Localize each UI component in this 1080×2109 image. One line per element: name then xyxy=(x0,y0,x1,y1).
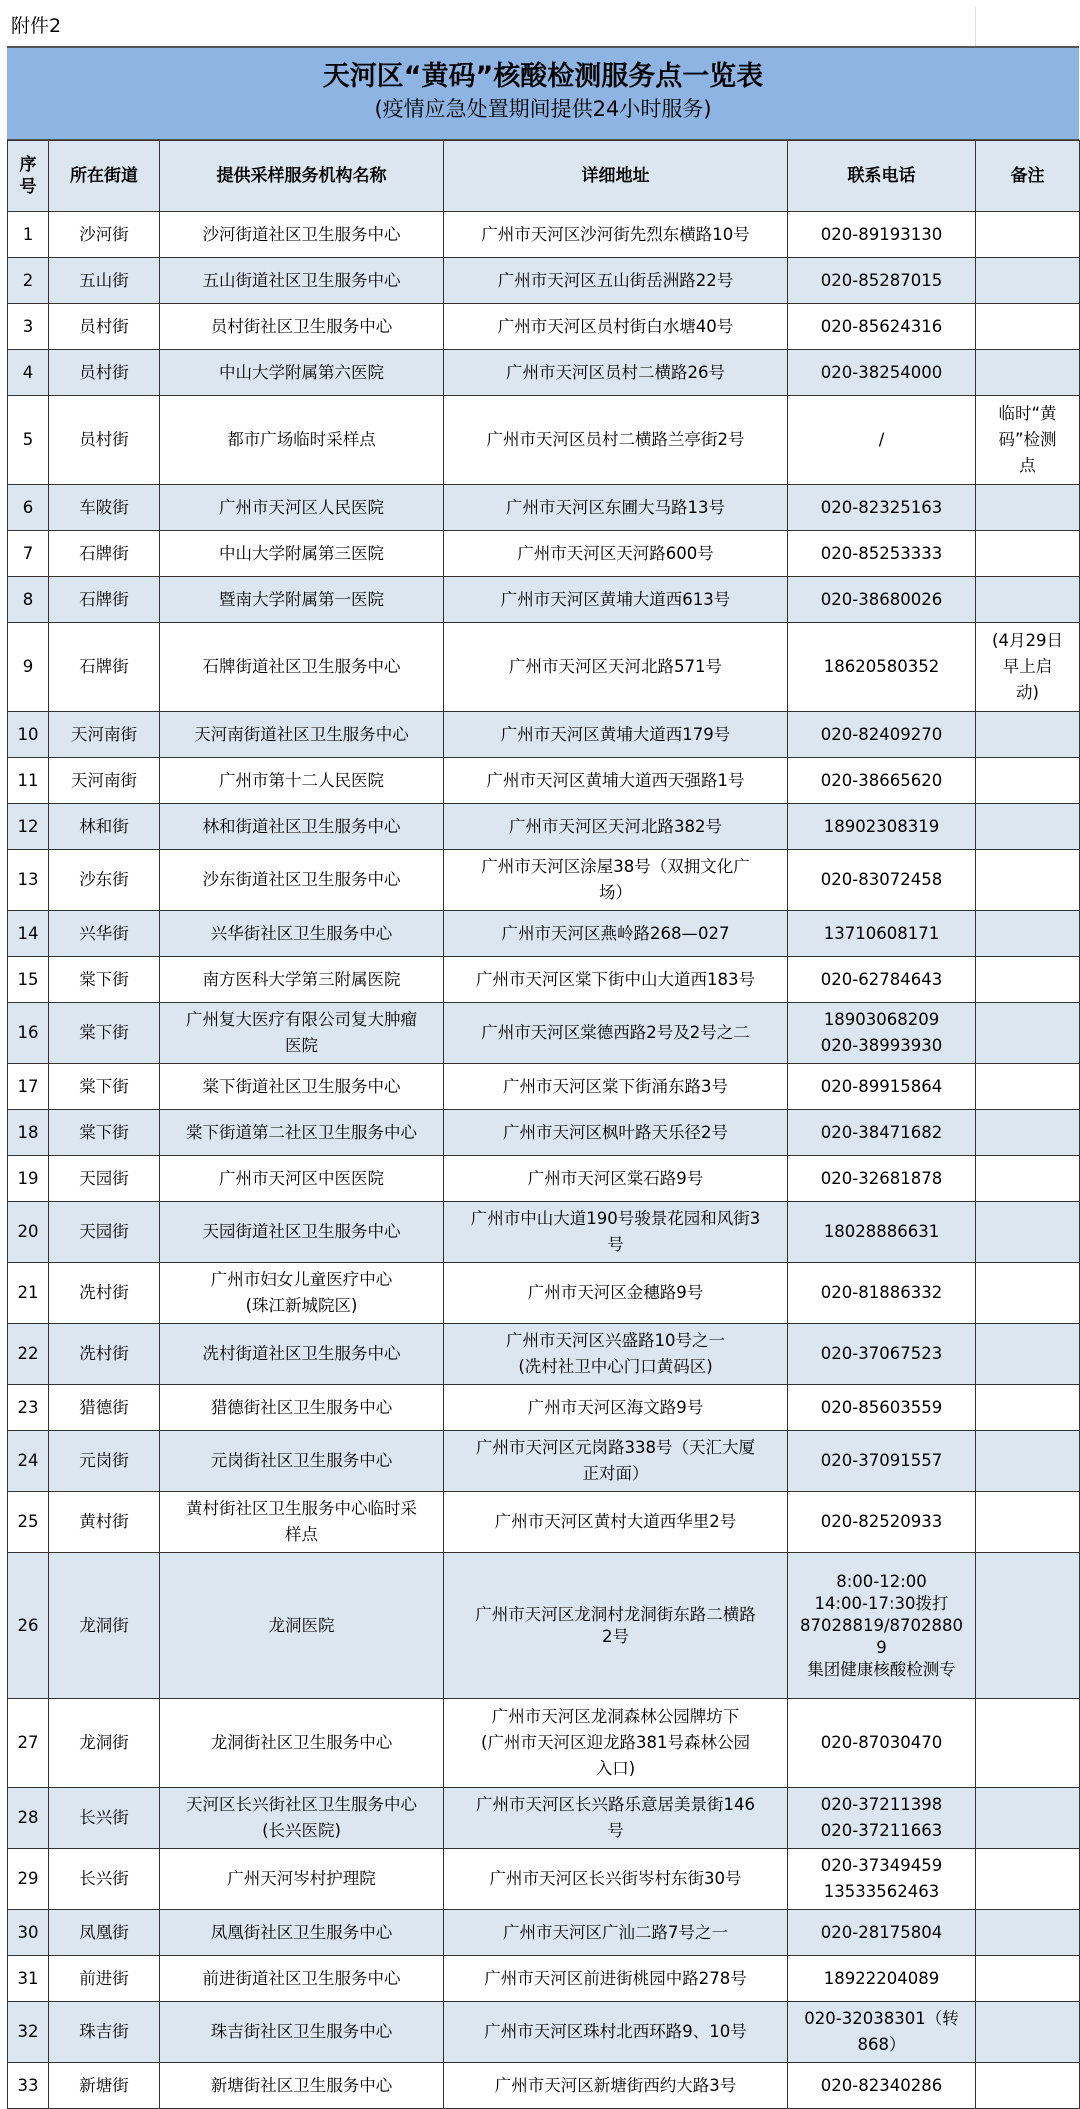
row-remark: 临时“黄 码”检测 点 xyxy=(976,396,1080,485)
row-remark xyxy=(976,577,1080,623)
row-index: 19 xyxy=(8,1156,49,1202)
row-phone: 020-32681878 xyxy=(788,1156,976,1202)
row-remark xyxy=(976,1324,1080,1385)
table-row xyxy=(8,1263,1080,1324)
row-phone: 020-85253333 xyxy=(788,531,976,577)
row-institution: 龙洞医院 xyxy=(160,1553,444,1699)
row-address: 广州市天河区兴盛路10号之一 (冼村社卫中心门口黄码区) xyxy=(444,1324,788,1385)
row-street: 珠吉街 xyxy=(49,2002,160,2063)
row-phone: 13710608171 xyxy=(788,911,976,957)
row-index: 2 xyxy=(8,258,49,304)
row-address: 广州市天河区前进街桃园中路278号 xyxy=(444,1956,788,2002)
row-address: 广州市天河区龙洞森林公园牌坊下 (广州市天河区迎龙路381号森林公园 入口) xyxy=(444,1699,788,1788)
row-institution: 黄村街社区卫生服务中心临时采 样点 xyxy=(160,1492,444,1553)
row-remark xyxy=(976,485,1080,531)
row-index: 24 xyxy=(8,1431,49,1492)
table-row xyxy=(8,712,1080,758)
row-remark xyxy=(976,1110,1080,1156)
row-address: 广州市天河区棠德西路2号及2号之二 xyxy=(444,1003,788,1064)
table-row xyxy=(8,531,1080,577)
row-index: 29 xyxy=(8,1849,49,1910)
header-street: 所在街道 xyxy=(49,141,160,212)
row-phone: 020-32038301（转 868） xyxy=(788,2002,976,2063)
header-institution: 提供采样服务机构名称 xyxy=(160,141,444,212)
row-address: 广州市天河区燕岭路268—027 xyxy=(444,911,788,957)
attachment-label: 附件2 xyxy=(11,15,62,37)
row-address: 广州市天河区黄村大道西华里2号 xyxy=(444,1492,788,1553)
row-institution: 员村街社区卫生服务中心 xyxy=(160,304,444,350)
row-institution: 中山大学附属第三医院 xyxy=(160,531,444,577)
row-remark xyxy=(976,1910,1080,1956)
row-remark: (4月29日 早上启 动) xyxy=(976,623,1080,712)
service-points-table xyxy=(7,140,1080,2109)
table-row xyxy=(8,1156,1080,1202)
row-address: 广州市天河区棠下街涌东路3号 xyxy=(444,1064,788,1110)
row-phone: 020-37067523 xyxy=(788,1324,976,1385)
header-address: 详细地址 xyxy=(444,141,788,212)
row-index: 6 xyxy=(8,485,49,531)
row-street: 石牌街 xyxy=(49,531,160,577)
row-address: 广州市天河区五山街岳洲路22号 xyxy=(444,258,788,304)
row-remark xyxy=(976,1064,1080,1110)
attachment-row xyxy=(7,7,1079,48)
table-row xyxy=(8,485,1080,531)
table-row xyxy=(8,957,1080,1003)
table-row xyxy=(8,212,1080,258)
row-remark xyxy=(976,957,1080,1003)
row-phone: 020-85287015 xyxy=(788,258,976,304)
row-address: 广州市天河区黄埔大道西179号 xyxy=(444,712,788,758)
row-phone: 18028886631 xyxy=(788,1202,976,1263)
row-address: 广州市天河区长兴街岑村东街30号 xyxy=(444,1849,788,1910)
row-index: 15 xyxy=(8,957,49,1003)
row-index: 28 xyxy=(8,1788,49,1849)
row-street: 沙东街 xyxy=(49,850,160,911)
row-index: 9 xyxy=(8,623,49,712)
row-phone: 020-38680026 xyxy=(788,577,976,623)
row-institution: 广州天河岑村护理院 xyxy=(160,1849,444,1910)
title-band xyxy=(7,48,1079,140)
row-remark xyxy=(976,1849,1080,1910)
row-street: 冼村街 xyxy=(49,1263,160,1324)
row-phone: 18902308319 xyxy=(788,804,976,850)
table-row xyxy=(8,304,1080,350)
header-phone: 联系电话 xyxy=(788,141,976,212)
row-address: 广州市中山大道190号骏景花园和风街3 号 xyxy=(444,1202,788,1263)
row-phone: 020-37091557 xyxy=(788,1431,976,1492)
row-index: 21 xyxy=(8,1263,49,1324)
table-row xyxy=(8,1385,1080,1431)
row-remark xyxy=(976,1788,1080,1849)
row-street: 前进街 xyxy=(49,1956,160,2002)
row-remark xyxy=(976,911,1080,957)
row-street: 龙洞街 xyxy=(49,1699,160,1788)
row-institution: 猎德街社区卫生服务中心 xyxy=(160,1385,444,1431)
row-index: 22 xyxy=(8,1324,49,1385)
table-row xyxy=(8,1431,1080,1492)
row-remark xyxy=(976,1431,1080,1492)
row-remark xyxy=(976,2002,1080,2063)
row-institution: 广州市天河区中医医院 xyxy=(160,1156,444,1202)
row-phone: 020-62784643 xyxy=(788,957,976,1003)
row-street: 龙洞街 xyxy=(49,1553,160,1699)
row-phone: 18922204089 xyxy=(788,1956,976,2002)
row-street: 元岗街 xyxy=(49,1431,160,1492)
row-institution: 兴华街社区卫生服务中心 xyxy=(160,911,444,957)
row-index: 8 xyxy=(8,577,49,623)
row-street: 石牌街 xyxy=(49,577,160,623)
row-remark xyxy=(976,212,1080,258)
page-title: 天河区“黄码”核酸检测服务点一览表 xyxy=(322,61,764,92)
table-row xyxy=(8,1324,1080,1385)
row-index: 4 xyxy=(8,350,49,396)
row-street: 猎德街 xyxy=(49,1385,160,1431)
row-address: 广州市天河区元岗路338号（天汇大厦 正对面） xyxy=(444,1431,788,1492)
row-remark xyxy=(976,350,1080,396)
row-address: 广州市天河区金穗路9号 xyxy=(444,1263,788,1324)
table-row xyxy=(8,758,1080,804)
row-phone: 020-82340286 xyxy=(788,2063,976,2109)
row-institution: 元岗街社区卫生服务中心 xyxy=(160,1431,444,1492)
row-phone: 8:00-12:00 14:00-17:30拨打 87028819/8702880 9 集团健康核酸检测专 xyxy=(788,1553,976,1699)
row-index: 17 xyxy=(8,1064,49,1110)
row-address: 广州市天河区黄埔大道西天强路1号 xyxy=(444,758,788,804)
row-institution: 暨南大学附属第一医院 xyxy=(160,577,444,623)
row-street: 棠下街 xyxy=(49,957,160,1003)
table-body xyxy=(8,212,1080,2109)
table-row xyxy=(8,804,1080,850)
table-row xyxy=(8,1956,1080,2002)
row-institution: 广州复大医疗有限公司复大肿瘤 医院 xyxy=(160,1003,444,1064)
row-institution: 沙河街道社区卫生服务中心 xyxy=(160,212,444,258)
row-street: 林和街 xyxy=(49,804,160,850)
row-index: 1 xyxy=(8,212,49,258)
row-institution: 冼村街道社区卫生服务中心 xyxy=(160,1324,444,1385)
row-institution: 棠下街道第二社区卫生服务中心 xyxy=(160,1110,444,1156)
header-index: 序 号 xyxy=(8,141,49,212)
row-address: 广州市天河区东圃大马路13号 xyxy=(444,485,788,531)
row-address: 广州市天河区珠村北西环路9、10号 xyxy=(444,2002,788,2063)
row-remark xyxy=(976,2063,1080,2109)
table-row xyxy=(8,2063,1080,2109)
table-row xyxy=(8,577,1080,623)
row-index: 11 xyxy=(8,758,49,804)
row-phone: 020-85624316 xyxy=(788,304,976,350)
row-phone: 18620580352 xyxy=(788,623,976,712)
table-row xyxy=(8,350,1080,396)
row-remark xyxy=(976,1263,1080,1324)
table-row xyxy=(8,623,1080,712)
row-index: 31 xyxy=(8,1956,49,2002)
row-phone: 020-38665620 xyxy=(788,758,976,804)
row-index: 23 xyxy=(8,1385,49,1431)
row-institution: 南方医科大学第三附属医院 xyxy=(160,957,444,1003)
row-index: 5 xyxy=(8,396,49,485)
row-institution: 五山街道社区卫生服务中心 xyxy=(160,258,444,304)
table-row xyxy=(8,911,1080,957)
row-address: 广州市天河区黄埔大道西613号 xyxy=(444,577,788,623)
row-address: 广州市天河区广汕二路7号之一 xyxy=(444,1910,788,1956)
row-address: 广州市天河区龙洞村龙洞街东路二横路 2号 xyxy=(444,1553,788,1699)
table-row xyxy=(8,1910,1080,1956)
row-street: 石牌街 xyxy=(49,623,160,712)
row-institution: 都市广场临时采样点 xyxy=(160,396,444,485)
row-index: 13 xyxy=(8,850,49,911)
row-remark xyxy=(976,1385,1080,1431)
row-street: 兴华街 xyxy=(49,911,160,957)
row-institution: 广州市第十二人民医院 xyxy=(160,758,444,804)
row-institution: 龙洞街社区卫生服务中心 xyxy=(160,1699,444,1788)
row-street: 员村街 xyxy=(49,304,160,350)
row-address: 广州市天河区长兴路乐意居美景街146 号 xyxy=(444,1788,788,1849)
row-index: 26 xyxy=(8,1553,49,1699)
row-street: 沙河街 xyxy=(49,212,160,258)
row-remark xyxy=(976,1553,1080,1699)
row-phone: 020-28175804 xyxy=(788,1910,976,1956)
row-remark xyxy=(976,531,1080,577)
row-remark xyxy=(976,1956,1080,2002)
table-row xyxy=(8,850,1080,911)
row-address: 广州市天河区新塘街西约大路3号 xyxy=(444,2063,788,2109)
row-street: 冼村街 xyxy=(49,1324,160,1385)
row-phone: 020-82325163 xyxy=(788,485,976,531)
row-index: 33 xyxy=(8,2063,49,2109)
row-street: 棠下街 xyxy=(49,1110,160,1156)
row-index: 20 xyxy=(8,1202,49,1263)
row-phone: 020-82409270 xyxy=(788,712,976,758)
row-phone: 020-37349459 13533562463 xyxy=(788,1849,976,1910)
cell-divider xyxy=(975,7,976,46)
row-phone: 020-87030470 xyxy=(788,1699,976,1788)
table-row xyxy=(8,2002,1080,2063)
document xyxy=(7,7,1079,2109)
row-address: 广州市天河区天河北路571号 xyxy=(444,623,788,712)
row-street: 棠下街 xyxy=(49,1064,160,1110)
row-index: 3 xyxy=(8,304,49,350)
row-phone: 020-85603559 xyxy=(788,1385,976,1431)
row-index: 10 xyxy=(8,712,49,758)
table-row xyxy=(8,1699,1080,1788)
row-institution: 凤凰街社区卫生服务中心 xyxy=(160,1910,444,1956)
table-row xyxy=(8,1788,1080,1849)
row-street: 棠下街 xyxy=(49,1003,160,1064)
row-institution: 沙东街道社区卫生服务中心 xyxy=(160,850,444,911)
row-remark xyxy=(976,1156,1080,1202)
row-index: 27 xyxy=(8,1699,49,1788)
row-phone: 18903068209 020-38993930 xyxy=(788,1003,976,1064)
row-phone: 020-37211398 020-37211663 xyxy=(788,1788,976,1849)
row-phone: / xyxy=(788,396,976,485)
row-address: 广州市天河区棠石路9号 xyxy=(444,1156,788,1202)
table-row xyxy=(8,1849,1080,1910)
table-row xyxy=(8,258,1080,304)
row-index: 12 xyxy=(8,804,49,850)
row-address: 广州市天河区员村二横路兰亭街2号 xyxy=(444,396,788,485)
row-address: 广州市天河区沙河街先烈东横路10号 xyxy=(444,212,788,258)
row-address: 广州市天河区天河路600号 xyxy=(444,531,788,577)
row-street: 天园街 xyxy=(49,1156,160,1202)
row-address: 广州市天河区员村街白水塘40号 xyxy=(444,304,788,350)
row-remark xyxy=(976,1003,1080,1064)
row-remark xyxy=(976,304,1080,350)
row-phone: 020-82520933 xyxy=(788,1492,976,1553)
row-street: 五山街 xyxy=(49,258,160,304)
row-street: 员村街 xyxy=(49,350,160,396)
header-remark: 备注 xyxy=(976,141,1080,212)
table-row xyxy=(8,1110,1080,1156)
row-remark xyxy=(976,850,1080,911)
row-remark xyxy=(976,758,1080,804)
row-institution: 棠下街道社区卫生服务中心 xyxy=(160,1064,444,1110)
row-institution: 中山大学附属第六医院 xyxy=(160,350,444,396)
row-institution: 天园街道社区卫生服务中心 xyxy=(160,1202,444,1263)
row-phone: 020-89915864 xyxy=(788,1064,976,1110)
row-phone: 020-38254000 xyxy=(788,350,976,396)
row-index: 7 xyxy=(8,531,49,577)
row-street: 天园街 xyxy=(49,1202,160,1263)
row-institution: 天河区长兴街社区卫生服务中心 (长兴医院) xyxy=(160,1788,444,1849)
row-address: 广州市天河区棠下街中山大道西183号 xyxy=(444,957,788,1003)
row-street: 车陂街 xyxy=(49,485,160,531)
row-index: 25 xyxy=(8,1492,49,1553)
row-phone: 020-81886332 xyxy=(788,1263,976,1324)
row-institution: 新塘街社区卫生服务中心 xyxy=(160,2063,444,2109)
row-street: 员村街 xyxy=(49,396,160,485)
row-institution: 广州市天河区人民医院 xyxy=(160,485,444,531)
row-street: 新塘街 xyxy=(49,2063,160,2109)
row-address: 广州市天河区员村二横路26号 xyxy=(444,350,788,396)
row-index: 30 xyxy=(8,1910,49,1956)
header-row xyxy=(8,141,1080,212)
row-phone: 020-38471682 xyxy=(788,1110,976,1156)
row-index: 18 xyxy=(8,1110,49,1156)
row-street: 长兴街 xyxy=(49,1849,160,1910)
row-institution: 珠吉街社区卫生服务中心 xyxy=(160,2002,444,2063)
row-address: 广州市天河区天河北路382号 xyxy=(444,804,788,850)
table-row xyxy=(8,1492,1080,1553)
row-phone: 020-83072458 xyxy=(788,850,976,911)
page-subtitle: (疫情应急处置期间提供24小时服务) xyxy=(374,97,712,121)
table-row xyxy=(8,1003,1080,1064)
row-street: 凤凰街 xyxy=(49,1910,160,1956)
row-index: 32 xyxy=(8,2002,49,2063)
row-address: 广州市天河区涂屋38号（双拥文化广 场） xyxy=(444,850,788,911)
row-index: 16 xyxy=(8,1003,49,1064)
row-institution: 前进街道社区卫生服务中心 xyxy=(160,1956,444,2002)
row-remark xyxy=(976,258,1080,304)
row-phone: 020-89193130 xyxy=(788,212,976,258)
row-street: 黄村街 xyxy=(49,1492,160,1553)
row-remark xyxy=(976,1202,1080,1263)
row-remark xyxy=(976,804,1080,850)
row-remark xyxy=(976,712,1080,758)
table-row xyxy=(8,1553,1080,1699)
row-institution: 石牌街道社区卫生服务中心 xyxy=(160,623,444,712)
row-institution: 广州市妇女儿童医疗中心 (珠江新城院区) xyxy=(160,1263,444,1324)
row-institution: 天河南街道社区卫生服务中心 xyxy=(160,712,444,758)
row-institution: 林和街道社区卫生服务中心 xyxy=(160,804,444,850)
row-address: 广州市天河区海文路9号 xyxy=(444,1385,788,1431)
table-row xyxy=(8,396,1080,485)
row-street: 天河南街 xyxy=(49,712,160,758)
table-row xyxy=(8,1202,1080,1263)
table-row xyxy=(8,1064,1080,1110)
row-remark xyxy=(976,1699,1080,1788)
row-address: 广州市天河区枫叶路天乐径2号 xyxy=(444,1110,788,1156)
row-street: 长兴街 xyxy=(49,1788,160,1849)
row-remark xyxy=(976,1492,1080,1553)
row-street: 天河南街 xyxy=(49,758,160,804)
row-index: 14 xyxy=(8,911,49,957)
